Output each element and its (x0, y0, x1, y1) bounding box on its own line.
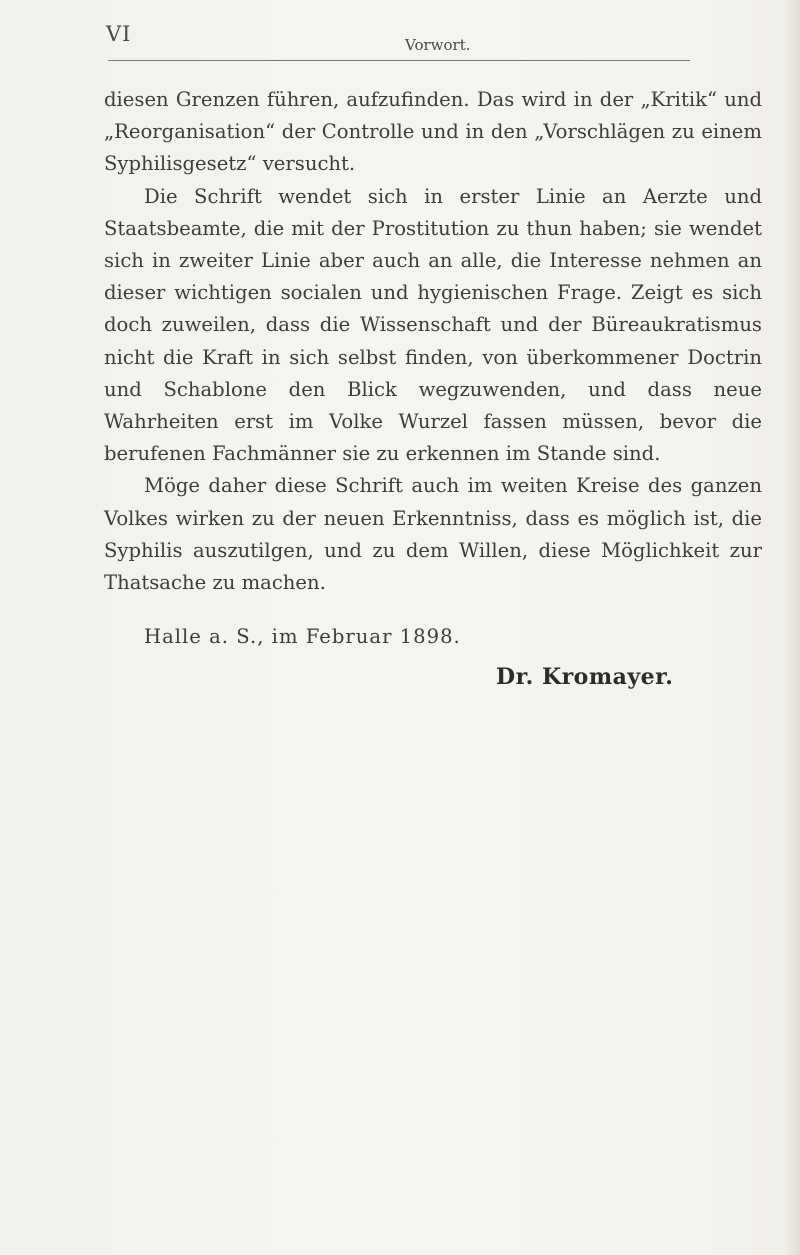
header-rule (108, 60, 690, 61)
paragraph-1: diesen Grenzen führen, aufzufinden. Das wird in der „Kritik“ und „Reorganisation“ der Controlle und in den „Vorschlägen zu einem Syphilisgesetz“ versucht. (104, 88, 762, 176)
paragraph-2: Die Schrift wendet sich in erster Linie an Aerzte und Staatsbeamte, die mit der Prostitution zu thun haben; sie wendet sich in zweiter Linie aber auch an alle, die Interesse nehmen an dieser wichtigen socialen und hygienischen Frage. Zeigt es sich doch zuweilen, dass die Wissenschaft und der Büreaukratismus nicht die Kraft in sich selbst finden, von überkommener Doctrin und Schablone den Blick wegzuwenden, und dass neue Wahrheiten erst im Volke Wurzel fassen müssen, bevor die berufenen Fachmänner sie zu erkennen im Stande sind. (104, 184, 762, 466)
paragraph-3: Möge daher diese Schrift auch im weiten Kreise des ganzen Volkes wirken zu der neuen Erkenntniss, dass es möglich ist, die Syphilis auszutilgen, und zu dem Willen, diese Möglichkeit zur Thatsache zu machen. (104, 474, 762, 595)
author-signature: Dr. Kromayer. (496, 664, 674, 690)
page-number: VI (106, 22, 132, 46)
body-text (104, 84, 762, 653)
running-head: Vorwort. (405, 36, 471, 54)
dateline: Halle a. S., im Februar 1898. (144, 625, 461, 649)
page-edge-shadow (786, 0, 800, 1255)
